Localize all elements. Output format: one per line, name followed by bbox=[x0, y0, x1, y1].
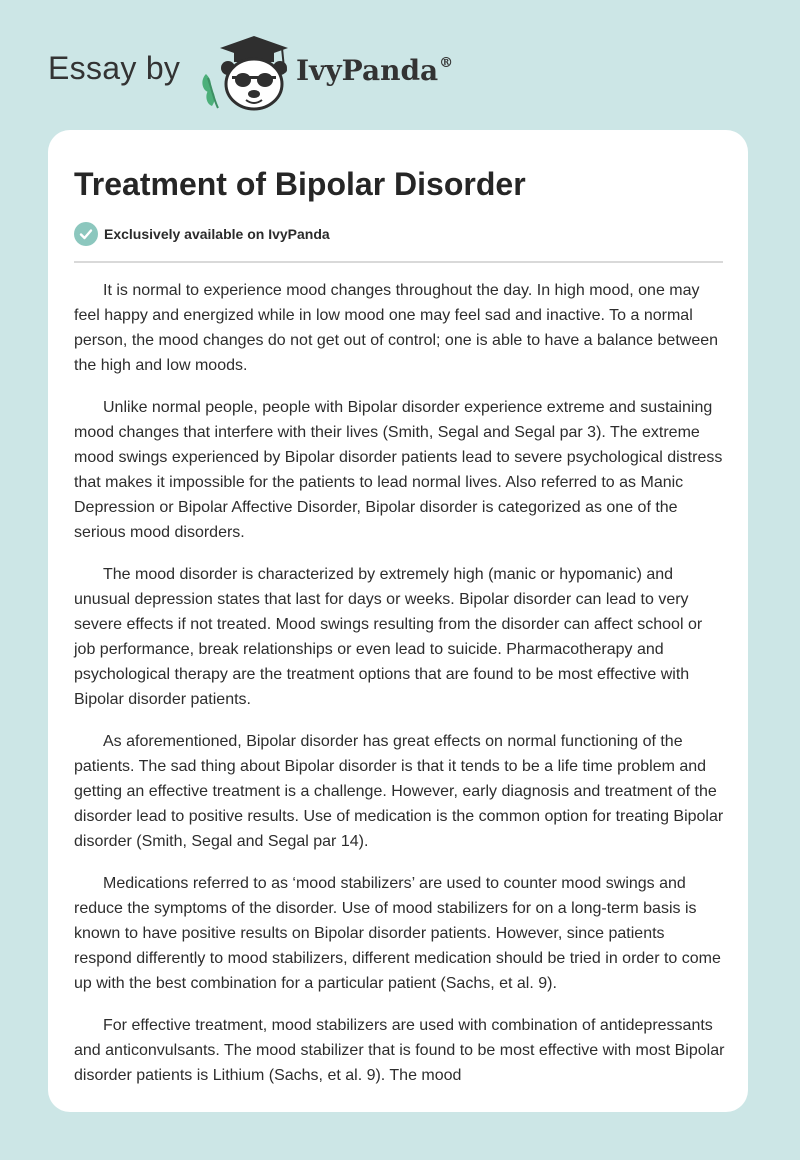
essay-body bbox=[74, 278, 726, 1105]
ivypanda-logo-icon[interactable] bbox=[198, 34, 290, 112]
check-circle-icon bbox=[74, 222, 98, 246]
paragraph: For effective treatment, mood stabilizers are used with combination of antidepressants and anticonvulsants. The mood stabilizer that is found to be most effective with most Bipolar disorder patients is Lithium (Sachs, et al. 9). The mood bbox=[74, 1017, 725, 1084]
brand-text: IvyPanda bbox=[296, 54, 439, 87]
paragraph: As aforementioned, Bipolar disorder has great effects on normal functioning of the patients. The sad thing about Bipolar disorder is that it tends to be a life time problem and getting an effective treatment is a challenge. However, early diagnosis and treatment of the disorder lead to positive results. Use of medication is the common option for treating Bipolar disorder (Smith, Segal and Segal par 14). bbox=[74, 733, 724, 850]
exclusive-badge bbox=[74, 222, 330, 246]
paragraph: Medications referred to as ‘mood stabilizers’ are used to counter mood swings and reduce the symptoms of the disorder. Use of mood stabilizers for on a long-term basis is known to have positive results on Bipolar disorder patients. However, since patients respond differently to mood stabilizers, different medication should be tried in order to come up with the best combination for a particular patient (Sachs, et al. 9). bbox=[74, 875, 721, 992]
essay-by-label: Essay by bbox=[48, 50, 181, 86]
registered-mark: ® bbox=[439, 55, 454, 71]
site-header bbox=[0, 0, 800, 130]
paragraph: Unlike normal people, people with Bipolar disorder experience extreme and sustaining mood changes that interfere with their lives (Smith, Segal and Segal par 3). The extreme mood swings experienced by Bipolar disorder patients lead to severe psychological distress that makes it impossible for the patients to lead normal lives. Also referred to as Manic Depression or Bipolar Affective Disorder, Bipolar disorder is categorized as one of the serious mood disorders. bbox=[74, 399, 723, 541]
title-divider bbox=[74, 261, 723, 263]
essay-card bbox=[48, 130, 748, 1112]
page-title: Treatment of Bipolar Disorder bbox=[74, 166, 526, 202]
paragraph: The mood disorder is characterized by extremely high (manic or hypomanic) and unusual depression states that last for days or weeks. Bipolar disorder can lead to very severe effects if not treated. Mood swings resulting from the disorder can affect school or job performance, break relationships or even lead to suicide. Pharmacotherapy and psychological therapy are the treatment options that are found to be most effective with Bipolar disorder patients. bbox=[74, 566, 703, 708]
exclusive-badge-label: Exclusively available on IvyPanda bbox=[104, 226, 330, 242]
paragraph: It is normal to experience mood changes throughout the day. In high mood, one may feel happy and energized while in low mood one may feel sad and inactive. To a normal person, the mood changes do not get out of control; one is able to have a balance between the high and low moods. bbox=[74, 282, 719, 374]
ivypanda-brand-name[interactable] bbox=[296, 54, 453, 87]
